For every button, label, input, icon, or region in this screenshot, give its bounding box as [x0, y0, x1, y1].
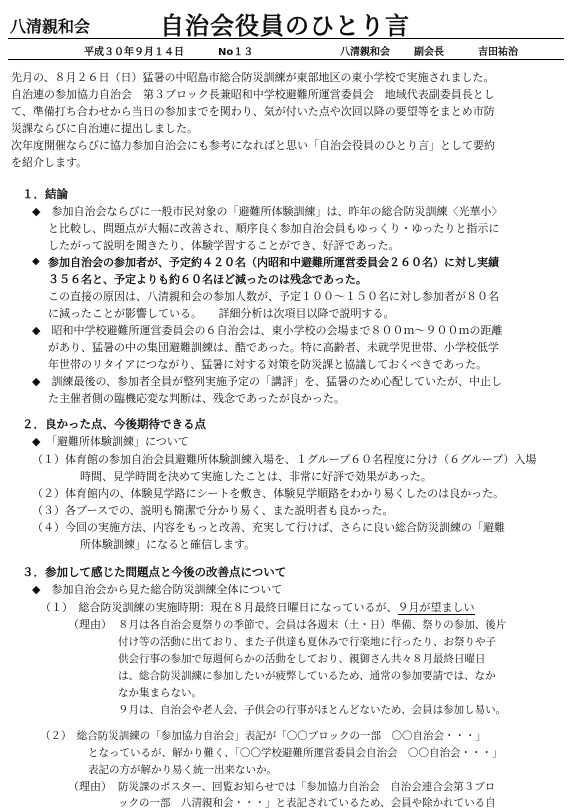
intro-line: 次年度開催ならびに協力参加自治会にも参考になればと思い「自治会役員のひとり言」として要約: [11, 139, 495, 152]
s1-line: ◆ 昭和中学校避難所運営委員会の６自治会は、東小学校の会場まで８００ｍ～９００ｍの距離: [32, 324, 503, 337]
s3-reason1-line: ９月は、自治会や老人会、子供会の行事がほとんどないため、会員は参加し易い。: [118, 704, 507, 716]
s2-subheading: ◆ 「避難所体験訓練」について: [32, 435, 189, 448]
s3-reason1-line: 供会行事の参加で毎週何らかの活動をしており、親御さん共々８月最終日曜日: [118, 653, 486, 665]
s1-line: た主催者側の臨機応変な判断は、残念であったが良かった。: [48, 392, 345, 405]
s1-line: この直接の原因は、八清親和会の参加人数が、予定１００～１５０名に対し参加者が８０名: [48, 290, 499, 303]
s3-item2-line: （２） 総合防災訓練の「参加協力自治会」表記が「〇〇ブロックの一部 〇〇自治会・・・」: [40, 730, 487, 742]
diamond-bullet: ◆: [32, 256, 40, 267]
intro-line: 先月の、８月２６日（日）猛暑の中昭島市総合防災訓練が東部地区の東小学校で実施されました。: [11, 71, 495, 84]
s3-reason2-label: （理由）: [68, 780, 112, 793]
s3-reason1-line: なか集まらない。: [118, 687, 202, 699]
author-role: 副会長: [414, 47, 444, 58]
section2-heading: ２．良かった点、今後期待できる点: [22, 417, 206, 431]
s3-subheading: ◆ 参加自治会から見た総合防災訓練全体について: [32, 583, 283, 596]
s2-line: （４）今回の実施方法、内容をもっと改善、充実して行けば、さらに良い総合防災訓練の「避難: [32, 521, 505, 534]
header-rule-bottom: [8, 59, 564, 60]
s3-reason2-line: ックの一部 八清親和会・・・」と表記されているため、会員や除かれている自: [118, 797, 496, 809]
s3-item1-text: （１） 総合防災訓練の実施時期：現在８月最終日曜日になっているが、: [40, 601, 398, 614]
s3-reason1-line: 付け等の活動に出ており、また子供達も夏休みで行楽地に行ったり、お祭りや子: [118, 636, 496, 648]
header: [10, 6, 562, 40]
s1-line: したがって説明を聞きたり、体験学習することができ、好評であった。: [48, 239, 400, 252]
issue-number: No１３: [218, 47, 254, 58]
s2-line: 所体験訓練」になると確信します。: [80, 538, 256, 551]
s1-line: ３５６名と、予定よりも約６０名ほど減ったのは残念であった。: [48, 273, 367, 286]
s2-line: （３）各ブースでの、説明も簡潔で分かり易く、また説明者も良かった。: [32, 504, 394, 517]
s1-line: に減ったことが影響している。 詳細分析は次項目以降で説明する。: [48, 307, 395, 320]
header-org: 八清親和会: [10, 17, 91, 36]
s3-reason1-line: は、総合防災訓練に参加したいが疲弊しているため、通常の参加要請では、なか: [118, 670, 496, 682]
s3-reason2-line: 防災課のポスター、回覧お知らせでは「参加協力自治会 自治会連合会第３ブロ: [118, 781, 496, 793]
s3-reason1-label: （理由）: [68, 618, 112, 631]
s1-line: ◆ 訓練最後の、参加者全員が整列実施予定の「講評」を、猛暑のため心配していたが、中止し: [32, 375, 503, 388]
intro-line: て、準備打ち合わせから当日の参加までを関わり、気が付いた点や次回以降の要望等をまとめ市防: [11, 105, 495, 118]
header-rule-top: [8, 38, 564, 39]
s1-line: 参加自治会の参加者が、予定約４２０名（内昭和中避難所運営委員会２６０名）に対し実績: [48, 256, 499, 269]
intro-line: 自治連の参加協力自治会 第３ブロック長兼昭和中学校避難所運営委員会 地域代表副委員長とし: [11, 88, 495, 101]
s1-line: があり、猛暑の中の集団避難訓練は、酷であった。特に高齢者、未就学児世帯、小学校低学: [48, 341, 499, 354]
section3-heading: ３．参加して感じた問題点と今後の改善点について: [22, 565, 287, 579]
s1-line: 年世帯のリタイアにつながり、猛暑に対する対策を防災課と協議しておくべきであった。: [48, 358, 488, 371]
issue-date: 平成３０年９月１４日: [84, 47, 184, 58]
s2-line: （２）体育館内の、体験見学路にシートを敷き、体験見学順路をわかり易くしたのは良かった。: [32, 487, 505, 500]
author-org: 八清親和会: [340, 47, 390, 58]
intro-line: 災課ならびに自治連に提出しました。: [11, 122, 198, 135]
s1-line: と比較し、問題点が大幅に改善され、順序良く参加自治会員もゆっくり・ゆったりと指示に: [48, 222, 500, 235]
s3-item1: [40, 600, 475, 616]
author-name: 吉田祐治: [478, 47, 518, 58]
s2-line: （１）体育館の参加自治会員避難所体験訓練入場を、１グループ６０名程度に分け（６グループ）入場: [32, 453, 537, 466]
page-title: 自治会役員のひとり言: [160, 12, 410, 40]
section1-heading: １．結論: [22, 187, 68, 201]
s3-item2-line: 表記の方が解かり易く統一出来ないか。: [88, 764, 277, 776]
intro-line: を紹介します。: [11, 156, 88, 169]
s3-reason1-line: ８月は各自治会夏祭りの季節で、会員は各週末（土・日）準備、祭りの参加、後片: [118, 619, 507, 631]
s3-item1-emphasis: ９月が望ましい: [397, 601, 475, 614]
s1-line: ◆ 参加自治会ならびに一般市民対象の「避難所体験訓練」は、昨年の総合防災訓練〈光華小〉: [32, 205, 503, 218]
s3-item2-line: となっているが、解かり難く、「〇〇学校避難所運営委員会自治会 〇〇自治会・・・」: [88, 747, 503, 759]
s2-line: 時間、見学時間を決めて実施したことは、非常に好評で効果があった。: [80, 470, 432, 483]
